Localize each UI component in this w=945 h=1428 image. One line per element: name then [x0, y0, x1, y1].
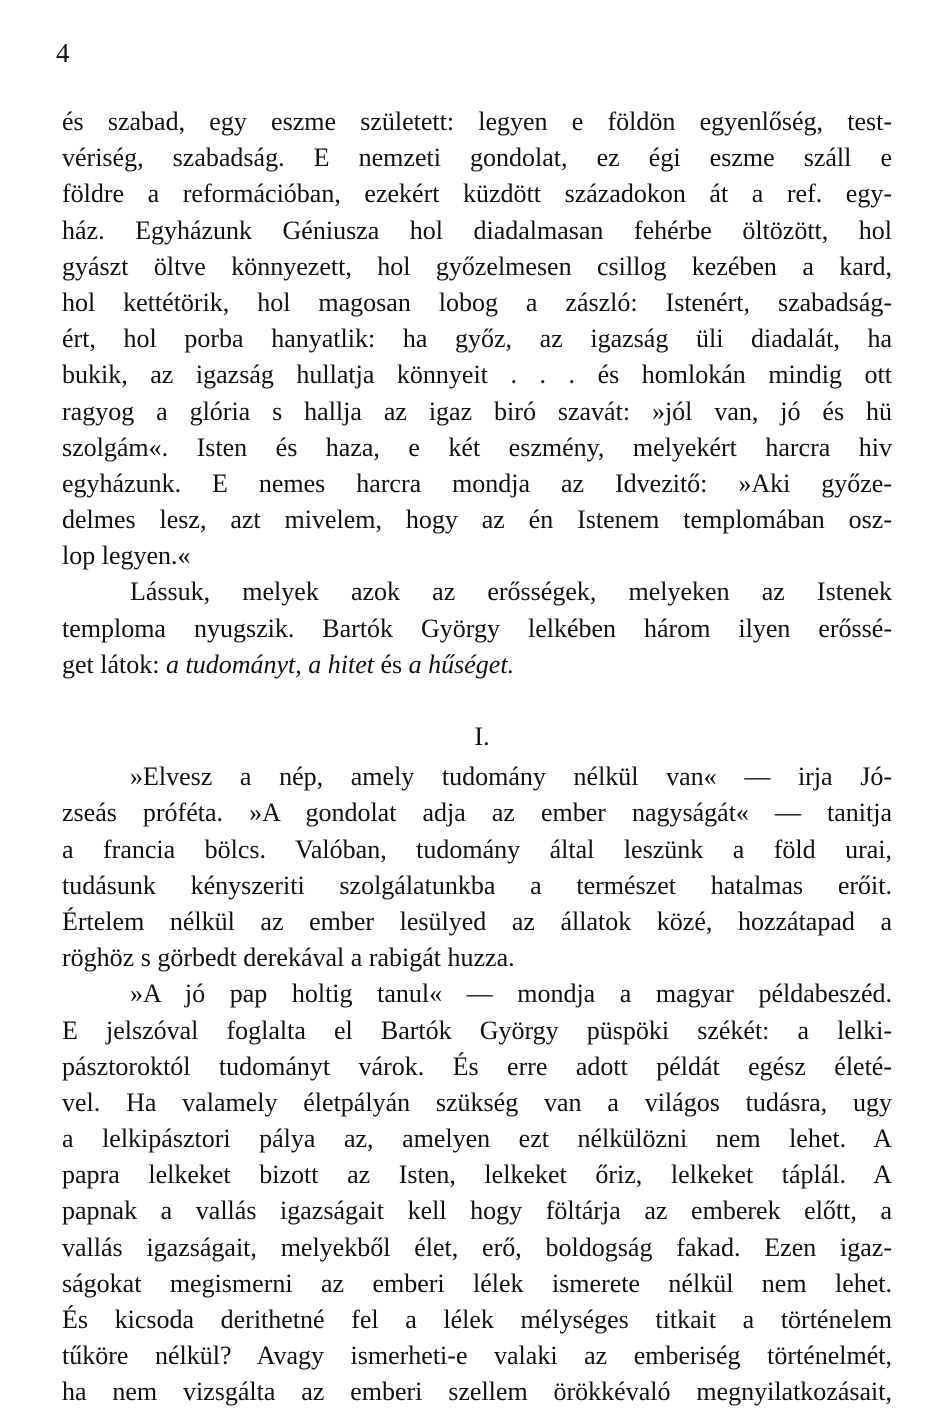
text-line: És kicsoda derithetné fel a lélek mélységes titkait a történelem	[62, 1305, 892, 1334]
text-line: »Elvesz a nép, amely tudomány nélkül van« — irja Jó-	[130, 762, 892, 792]
text-line: hol kettétörik, hol magosan lobog a zászló: Istenért, szabadság-	[62, 287, 892, 317]
text-line: temploma nyugszik. Bartók György lelkében három ilyen erőssé-	[62, 613, 892, 643]
text-line: egyházunk. E nemes harcra mondja az Idvezitő: »Aki győze-	[62, 468, 892, 498]
text-line: földre a reformációban, ezekért küzdött századokon át a ref. egy-	[62, 179, 892, 209]
text-line: papra lelkeket bizott az Isten, lelkeket őriz, lelkeket táplál. A	[62, 1160, 892, 1190]
text-line: zseás próféta. »A gondolat adja az ember nagyságát« — tanitja	[62, 798, 892, 828]
text-line: lop legyen.«	[62, 541, 191, 571]
text-line: röghöz s görbedt derekával a rabigát huzza.	[62, 943, 515, 973]
text-line: delmes lesz, azt mivelem, hogy az én Istenem templomában osz-	[62, 505, 892, 535]
text-line: E jelszóval foglalta el Bartók György püspöki székét: a lelki-	[62, 1015, 892, 1045]
text-line-emphasis	[62, 647, 892, 683]
emphasis-faith: a hitet	[308, 649, 374, 679]
text-line: Értelem nélkül az ember lesülyed az állatok közé, hozzátapad a	[62, 906, 892, 936]
text-line: »A jó pap holtig tanul« — mondja a magyar példabeszéd.	[130, 979, 892, 1009]
text-line: Lássuk, melyek azok az erősségek, melyeken az Istenek	[130, 577, 892, 607]
text-line: a lelkipásztori pálya az, amelyen ezt nélkülözni nem lehet. A	[62, 1124, 892, 1154]
text-line: ragyog a glória s hallja az igaz biró szavát: »jól van, jó és hü	[62, 396, 892, 426]
emphasis-science: a tudományt,	[165, 649, 302, 679]
text-line: gyászt öltve könnyezett, hol győzelmesen csillog kezében a kard,	[62, 251, 892, 281]
text-line: papnak a vallás igazságait kell hogy föltárja az emberek előtt, a	[62, 1196, 892, 1226]
text-line: bukik, az igazság hullatja könnyeit . . . és homlokán mindig ott	[62, 360, 892, 390]
text-line: szolgám«. Isten és haza, e két eszmény, melyekért harcra hiv	[62, 432, 892, 462]
text-line: vériség, szabadság. E nemzeti gondolat, ez égi eszme száll e	[62, 143, 892, 173]
text-fragment: és	[373, 649, 409, 679]
text-fragment: get látok:	[62, 649, 166, 679]
page-number: 4	[56, 38, 70, 68]
text-line: ház. Egyházunk Géniusza hol diadalmasan fehérbe öltözött, hol	[62, 215, 892, 245]
text-line: tűköre nélkül? Avagy ismerheti-e valaki az emberiség történelmét,	[62, 1341, 892, 1371]
text-line: vallás igazságait, melyekből élet, erő, boldogság fakad. Ezen igaz-	[62, 1232, 892, 1262]
text-line: tudásunk kényszeriti szolgálatunkba a természet hatalmas erőit.	[62, 870, 892, 900]
text-line: a francia bölcs. Valóban, tudomány által leszünk a föld urai,	[62, 834, 892, 864]
text-line: és szabad, egy eszme született: legyen e földön egyenlőség, test-	[62, 107, 892, 136]
emphasis-loyalty: a hűséget.	[408, 649, 515, 679]
text-line: ságokat megismerni az emberi lélek ismerete nélkül nem lehet.	[62, 1268, 892, 1298]
text-line: vel. Ha valamely életpályán szükség van a világos tudásra, ugy	[62, 1087, 892, 1117]
text-line: ért, hol porba hanyatlik: ha győz, az igazság üli diadalát, ha	[62, 324, 892, 354]
text-line: ha nem vizsgálta az emberi szellem örökkévaló megnyilatkozásait,	[62, 1377, 892, 1407]
section-heading: I.	[474, 722, 490, 751]
body-text	[62, 104, 892, 1411]
text-line: pásztoroktól tudományt várok. És erre adott példát egész életé-	[62, 1051, 892, 1081]
